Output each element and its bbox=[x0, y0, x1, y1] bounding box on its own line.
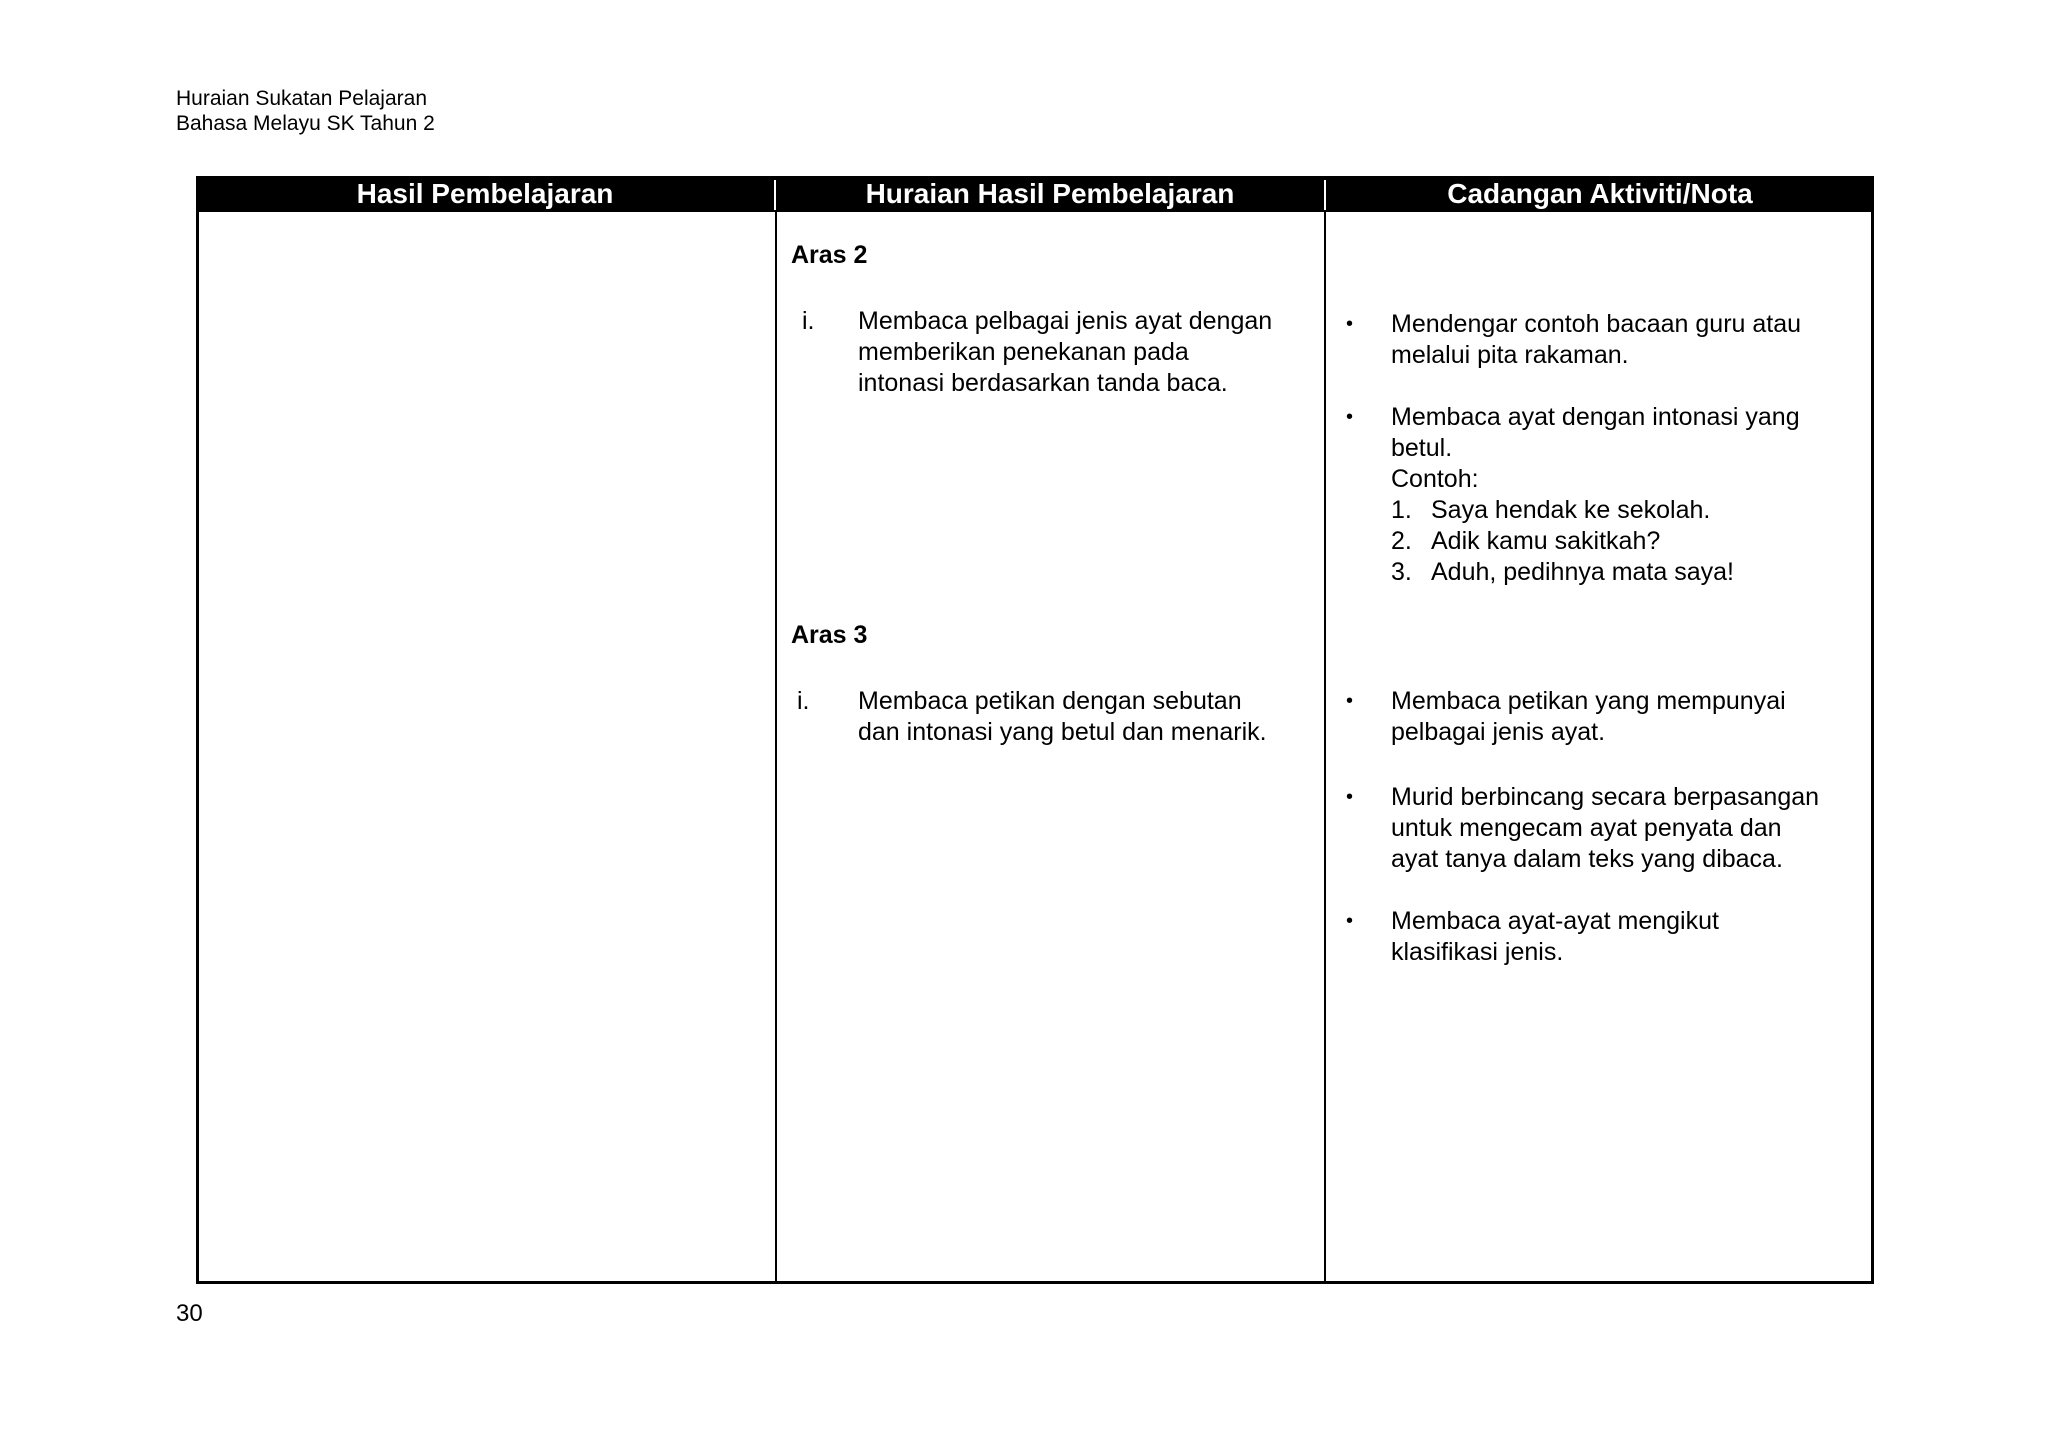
bullet-icon: • bbox=[1346, 910, 1354, 932]
example-number: 2. bbox=[1391, 527, 1412, 555]
activity-line: Mendengar contoh bacaan guru atau bbox=[1391, 310, 1802, 338]
activity-line: Membaca ayat-ayat mengikut bbox=[1391, 907, 1719, 935]
example-text: Aduh, pedihnya mata saya! bbox=[1431, 558, 1734, 586]
activity-line: Membaca petikan yang mempunyai bbox=[1391, 687, 1786, 715]
aras-3-item-line: dan intonasi yang betul dan menarik. bbox=[858, 718, 1267, 746]
activity-line: pelbagai jenis ayat. bbox=[1391, 718, 1606, 746]
page-number: 30 bbox=[176, 1300, 203, 1327]
header-title-line-2: Bahasa Melayu SK Tahun 2 bbox=[176, 112, 435, 135]
example-number: 1. bbox=[1391, 496, 1412, 524]
aras-3-heading: Aras 3 bbox=[791, 621, 868, 649]
column-header-huraian: Huraian Hasil Pembelajaran bbox=[865, 178, 1235, 209]
activity-line: ayat tanya dalam teks yang dibaca. bbox=[1391, 845, 1783, 873]
example-number: 3. bbox=[1391, 558, 1412, 586]
column-header-hasil: Hasil Pembelajaran bbox=[356, 178, 614, 209]
activity-line: Membaca ayat dengan intonasi yang bbox=[1391, 403, 1800, 431]
activity-line: melalui pita rakaman. bbox=[1391, 341, 1629, 369]
aras-3-item-number: i. bbox=[797, 687, 810, 715]
bullet-icon: • bbox=[1346, 786, 1354, 808]
contoh-label: Contoh: bbox=[1391, 465, 1479, 493]
column-divider-1 bbox=[775, 212, 777, 1284]
activity-line: Murid berbincang secara berpasangan bbox=[1391, 783, 1820, 811]
table-border-left bbox=[196, 212, 199, 1284]
activity-line: klasifikasi jenis. bbox=[1391, 938, 1564, 966]
column-divider-2 bbox=[1324, 212, 1326, 1284]
table-header-row bbox=[196, 176, 1874, 212]
aras-2-heading: Aras 2 bbox=[791, 241, 868, 269]
activity-line: untuk mengecam ayat penyata dan bbox=[1391, 814, 1782, 842]
aras-2-item-line: intonasi berdasarkan tanda baca. bbox=[858, 369, 1228, 397]
bullet-icon: • bbox=[1346, 313, 1354, 335]
aras-2-item-number: i. bbox=[802, 307, 815, 335]
bullet-icon: • bbox=[1346, 406, 1354, 428]
example-text: Adik kamu sakitkah? bbox=[1431, 527, 1661, 555]
aras-2-item-line: memberikan penekanan pada bbox=[858, 338, 1189, 366]
table-border-right bbox=[1871, 212, 1874, 1284]
aras-2-item-line: Membaca pelbagai jenis ayat dengan bbox=[858, 307, 1273, 335]
document-header bbox=[176, 86, 435, 136]
example-text: Saya hendak ke sekolah. bbox=[1431, 496, 1711, 524]
bullet-icon: • bbox=[1346, 690, 1354, 712]
activity-line: betul. bbox=[1391, 434, 1453, 462]
aras-3-item-line: Membaca petikan dengan sebutan bbox=[858, 687, 1242, 715]
header-title-line-1: Huraian Sukatan Pelajaran bbox=[176, 87, 427, 110]
column-header-cadangan: Cadangan Aktiviti/Nota bbox=[1447, 178, 1753, 209]
table-border-bottom bbox=[196, 1281, 1874, 1284]
